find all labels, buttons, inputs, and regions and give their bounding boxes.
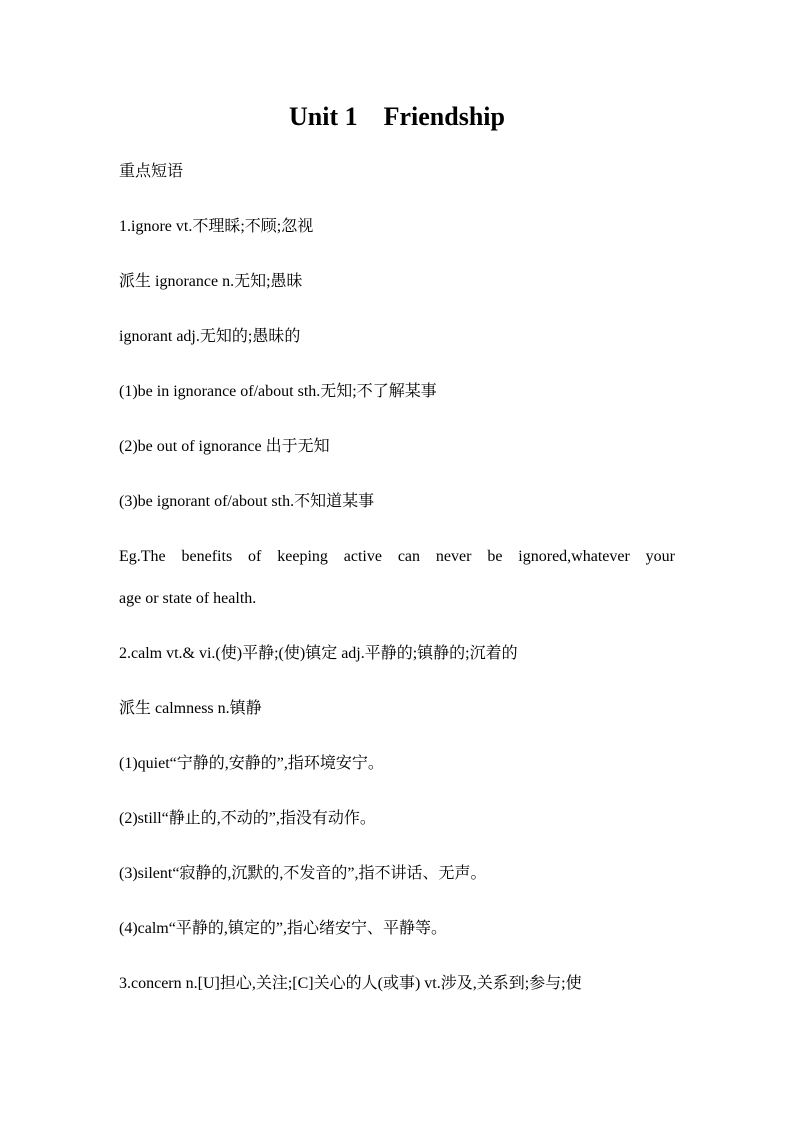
section-heading: 重点短语 xyxy=(119,163,184,180)
synonym-item: (2)still“静止的,不动的”,指没有动作。 xyxy=(119,810,376,827)
derivative-calmness: 派生 calmness n.镇静 xyxy=(119,700,262,717)
vocab-entry-ignore: 1.ignore vt.不理睬;不顾;忽视 xyxy=(119,218,314,235)
derivative-ignorance: 派生 ignorance n.无知;愚昧 xyxy=(119,273,303,290)
phrase-item: (2)be out of ignorance 出于无知 xyxy=(119,438,330,455)
vocab-entry-concern: 3.concern n.[U]担心,关注;[C]关心的人(或事) vt.涉及,关系到;参与;使 xyxy=(119,975,582,992)
synonym-item: (3)silent“寂静的,沉默的,不发音的”,指不讲话、无声。 xyxy=(119,865,487,882)
synonym-item: (1)quiet“宁静的,安静的”,指环境安宁。 xyxy=(119,755,384,772)
phrase-item: (3)be ignorant of/about sth.不知道某事 xyxy=(119,493,375,510)
phrase-item: (1)be in ignorance of/about sth.无知;不了解某事 xyxy=(119,383,437,400)
page-title: Unit 1 Friendship xyxy=(289,102,505,131)
derivative-ignorant: ignorant adj.无知的;愚昧的 xyxy=(119,328,301,345)
synonym-item: (4)calm“平静的,镇定的”,指心绪安宁、平静等。 xyxy=(119,920,447,937)
example-sentence-line: Eg.The benefits of keeping active can never be ignored,whatever your xyxy=(119,548,675,565)
vocab-entry-calm: 2.calm vt.& vi.(使)平静;(使)镇定 adj.平静的;镇静的;沉着的 xyxy=(119,645,518,662)
example-sentence-line: age or state of health. xyxy=(119,590,257,607)
